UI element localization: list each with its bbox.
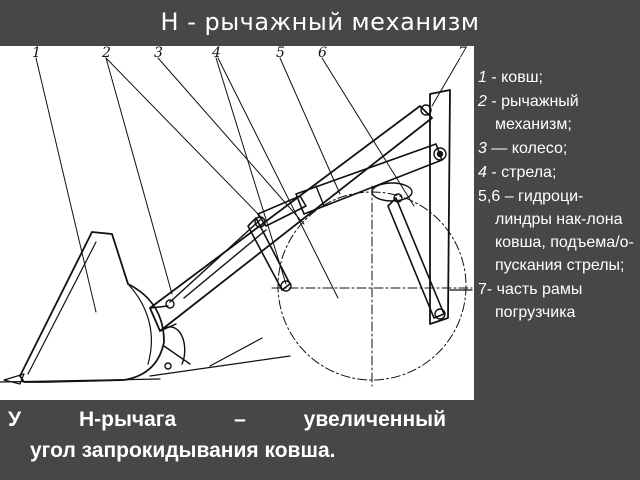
bucket (4, 232, 190, 384)
loader-linkage-diagram (0, 46, 474, 400)
pins (165, 105, 446, 369)
legend-text: 7- часть рамы погрузчика (478, 281, 583, 321)
lift-cylinder (296, 144, 442, 214)
legend-number: 1 (478, 69, 487, 86)
legend-item (478, 90, 638, 136)
caption-word: Н-рычага (78, 408, 177, 431)
caption-line-1 (0, 404, 474, 435)
lift-arm (372, 183, 444, 318)
legend-text: - стрела; (486, 164, 557, 181)
caption-word: – (234, 408, 246, 431)
legend-item (478, 161, 638, 184)
legend-number: 3 (478, 140, 487, 157)
part-label-7: 7 (458, 46, 467, 61)
caption-word: увеличенный (303, 408, 446, 431)
part-label-1: 1 (32, 46, 41, 61)
part-label-2: 2 (102, 46, 111, 61)
boom (150, 106, 432, 331)
lever-linkage (170, 218, 290, 302)
part-label-5: 5 (276, 46, 285, 61)
legend-text: - ковш; (486, 69, 543, 86)
part-labels (32, 46, 467, 61)
wheel (272, 186, 472, 386)
caption (0, 404, 474, 466)
legend (478, 66, 638, 325)
caption-line-2: угол запрокидывания ковша. (30, 439, 336, 462)
legend-item (478, 278, 638, 324)
legend-item (478, 137, 638, 160)
slide-title: Н - рычажный механизм (160, 8, 480, 36)
legend-item (478, 185, 638, 277)
legend-number: 4 (478, 164, 487, 181)
legend-text: 5,6 – гидроци-линдры нак-лона ковша, подъема/о-пускания стрелы; (478, 188, 634, 274)
part-label-3: 3 (154, 46, 163, 61)
leader-lines (36, 58, 460, 312)
legend-item (478, 66, 638, 89)
caption-word: У (8, 408, 22, 431)
legend-text: — колесо; (486, 140, 568, 157)
part-label-4: 4 (212, 46, 221, 61)
legend-text: - рычажный механизм; (486, 93, 579, 133)
part-label-6: 6 (318, 46, 327, 61)
legend-number: 2 (478, 93, 487, 110)
